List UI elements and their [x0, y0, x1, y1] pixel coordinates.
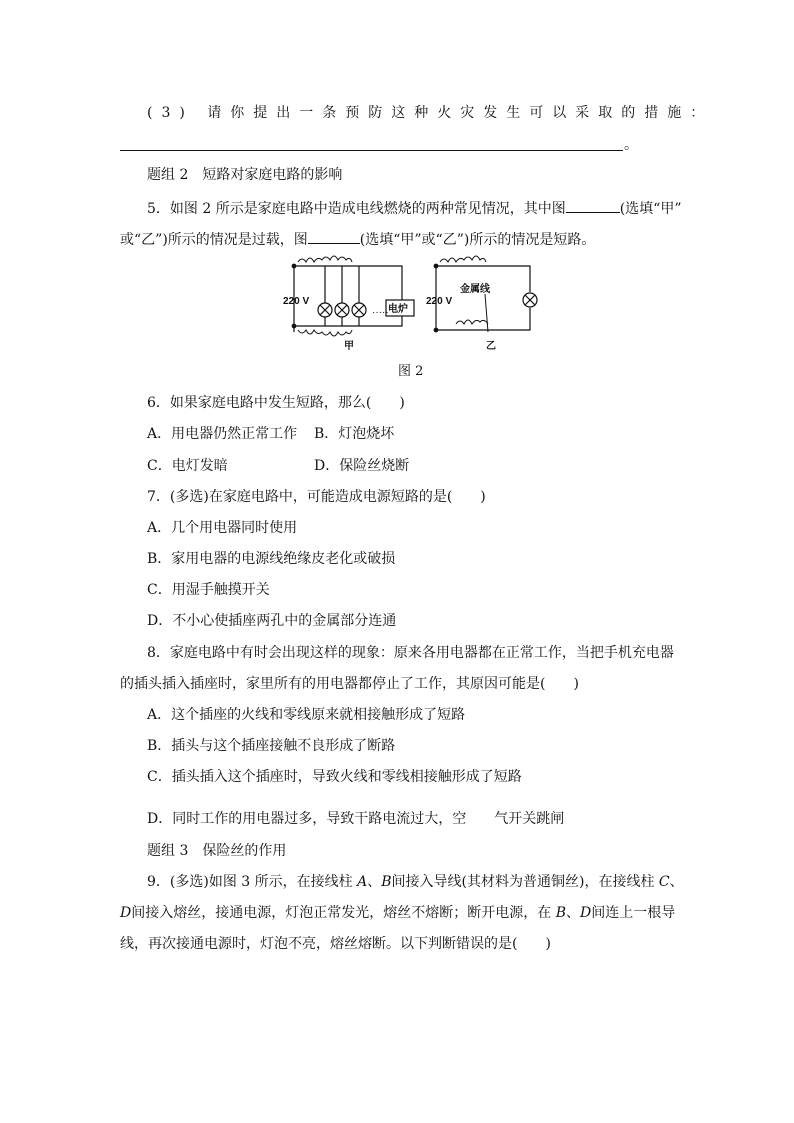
- q9-line2-text-a: 间接入熔丝，接通电源，灯泡正常发光，熔丝不熔断；断开电源，在: [131, 905, 556, 921]
- q4-part3-text: (3) 请你提出一条预防这种火灾发生可以采取的措施：: [147, 105, 714, 121]
- q4-part3-end: 。: [624, 137, 638, 153]
- terminal-d: D: [120, 905, 132, 921]
- flame-top: [298, 256, 352, 262]
- q9-line1: [147, 873, 684, 891]
- label-jia: 甲: [344, 341, 354, 352]
- terminal-b: B: [381, 874, 392, 890]
- q7-option-c[interactable]: C．用湿手触摸开关: [147, 582, 270, 598]
- group2-title: 题组 2 短路对家庭电路的影响: [147, 167, 343, 183]
- electric-stove-label: 电炉: [388, 304, 408, 315]
- q8-option-d[interactable]: D．同时工作的用电器过多，导致干路电流过大，空 气开关跳闸: [147, 811, 565, 827]
- q5-line1-text-b: (选填“甲”: [619, 201, 682, 217]
- q9-sep2: 、: [565, 905, 580, 921]
- label-yi: 乙: [486, 341, 496, 352]
- terminal-c: C: [658, 874, 670, 890]
- q7-stem: 7．(多选)在家庭电路中，可能造成电源短路的是( ): [147, 489, 486, 505]
- q9-sep1: 、: [367, 874, 382, 890]
- right-voltage-label: 220 V: [426, 296, 453, 307]
- q9-line2: [120, 904, 675, 922]
- left-voltage-label: 220 V: [283, 296, 310, 307]
- right-bottom-wire: [436, 308, 530, 330]
- circuit-jia: [292, 256, 414, 336]
- metal-wire: [485, 294, 488, 332]
- terminal-d-2: D: [579, 905, 592, 921]
- q8-stem-line1: 8．家庭电路中有时会出现这样的现象：原来各用电器都在正常工作，当把手机充电器: [147, 645, 674, 661]
- q5-line1: [147, 198, 682, 218]
- right-flame-top: [440, 256, 486, 262]
- q6-option-d[interactable]: D．保险丝烧断: [314, 458, 410, 474]
- metal-wire-label: 金属线: [460, 284, 490, 295]
- dots: ·····: [372, 307, 389, 318]
- q6-option-a[interactable]: A．用电器仍然正常工作: [147, 426, 298, 442]
- q9-line2-text-b: 间连上一根导: [591, 905, 676, 921]
- terminal-a: A: [357, 874, 368, 890]
- q9-line3: 线，再次接通电源时，灯泡不亮，熔丝熔断。以下判断错误的是( ): [120, 936, 551, 952]
- q9-line1-text-c: 、: [669, 874, 684, 890]
- figure-2-circuits: [280, 252, 550, 354]
- top-wire: [294, 266, 402, 300]
- q5-line2: [120, 229, 595, 249]
- answer-underline: [120, 150, 623, 151]
- q7-option-d[interactable]: D．不小心使插座两孔中的金属部分连通: [147, 613, 397, 629]
- q8-option-c[interactable]: C．插头插入这个插座时，导致火线和零线相接触形成了短路: [147, 769, 522, 785]
- q5-blank-1[interactable]: [566, 198, 620, 213]
- q9-line1-text-a: 9．(多选)如图 3 所示，在接线柱: [147, 874, 358, 890]
- group3-title: 题组 3 保险丝的作用: [147, 843, 287, 859]
- right-flame-mid: [456, 320, 488, 324]
- q9-line1-text-b: 间接入导线(其材料为普通铜丝)，在接线柱: [391, 874, 659, 890]
- flame-bottom: [298, 330, 352, 336]
- q7-option-a[interactable]: A．几个用电器同时使用: [147, 520, 298, 536]
- q8-option-a[interactable]: A．这个插座的火线和零线原来就相接触形成了短路: [147, 707, 466, 723]
- q5-blank-2[interactable]: [308, 229, 360, 244]
- q6-option-b[interactable]: B．灯泡烧坏: [314, 426, 395, 442]
- figure-2-caption: 图 2: [398, 364, 424, 379]
- q8-option-b[interactable]: B．插头与这个插座接触不良形成了断路: [147, 738, 396, 754]
- q8-stem-line2: 的插头插入插座时，家里所有的用电器都停止了工作，其原因可能是( ): [120, 676, 579, 692]
- q6-option-c[interactable]: C．电灯发暗: [147, 458, 228, 474]
- q6-stem: 6．如果家庭电路中发生短路，那么( ): [147, 395, 405, 411]
- terminal-b-2: B: [555, 905, 566, 921]
- q5-line2-text-b: (选填“甲”或“乙”)所示的情况是短路。: [359, 232, 596, 248]
- q7-option-b[interactable]: B．家用电器的电源线绝缘皮老化或破损: [147, 551, 396, 567]
- q5-line2-text-a: 或“乙”)所示的情况是过载，图: [120, 232, 308, 248]
- q5-line1-text-a: 5．如图 2 所示是家庭电路中造成电线燃烧的两种常见情况，其中图: [147, 201, 566, 217]
